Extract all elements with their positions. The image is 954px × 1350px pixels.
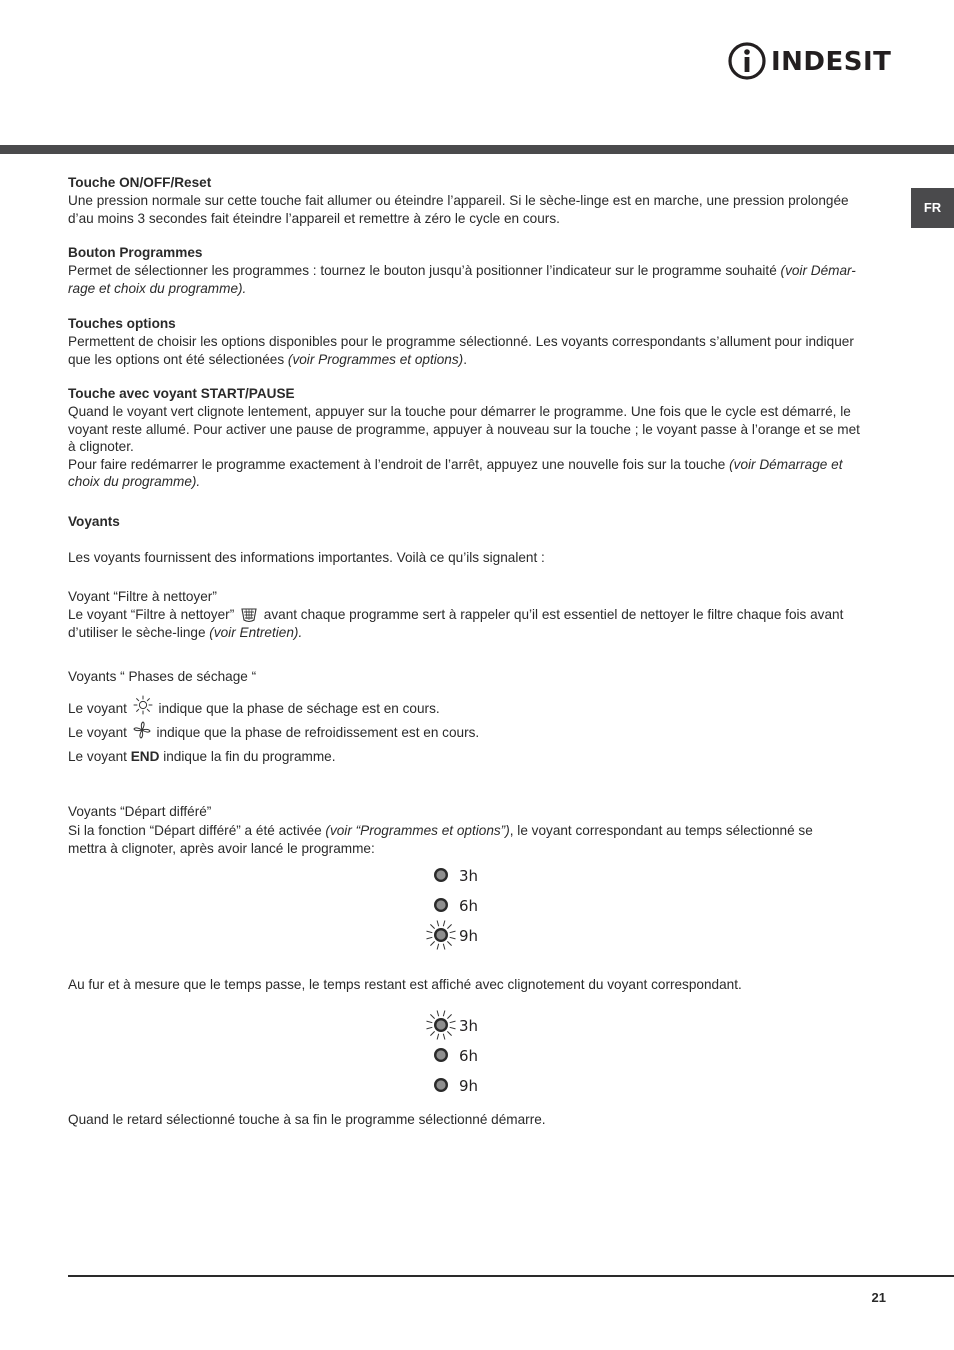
section-title: Bouton Programmes <box>68 245 203 260</box>
text: . <box>463 352 467 367</box>
text: Le voyant <box>68 725 127 740</box>
section-title: Touche avec voyant START/PAUSE <box>68 386 295 401</box>
drying-phase-line <box>68 695 440 718</box>
filter-icon <box>240 607 258 623</box>
paragraph-line <box>68 262 856 280</box>
led-label: 9h <box>459 927 479 946</box>
reference-text: choix du programme). <box>68 474 201 489</box>
paragraph-line <box>68 456 842 474</box>
text: Permet de sélectionner les programmes : tournez le bouton jusqu’à positionner l’indicateur sur le programme souhaité <box>68 263 781 278</box>
delay-end-text: Quand le retard sélectionné touche à sa fin le programme sélectionné démarre. <box>68 1112 546 1127</box>
reference-text: (voir Entretien). <box>209 625 303 640</box>
text: avant chaque programme sert à rappeler qu’il est essentiel de nettoyer le filtre chaque fois avant <box>263 607 844 622</box>
paragraph-line: à clignoter. <box>68 439 134 454</box>
end-indicator-label: END <box>130 749 160 764</box>
text: Pour faire redémarrer le programme exactement à l’endroit de l’arrêt, appuyez une nouvelle fois sur la touche <box>68 457 730 472</box>
brand-logo <box>726 40 890 82</box>
footer-rule <box>68 1275 954 1277</box>
language-tab: FR <box>911 188 954 228</box>
indesit-logo-icon <box>726 40 768 82</box>
paragraph-line: Permettent de choisir les options disponibles pour le programme sélectionné. Les voyants correspondants s’allument pour indiquer <box>68 334 854 349</box>
delay-progress-text: Au fur et à mesure que le temps passe, le temps restant est affiché avec clignotement du voyant correspondant. <box>68 977 742 992</box>
led-label: 9h <box>459 1077 479 1096</box>
led-row <box>420 1075 478 1099</box>
text: Si la fonction “Départ différé” a été activée <box>68 823 326 838</box>
paragraph-line <box>68 822 813 840</box>
section-title: Touche ON/OFF/Reset <box>68 175 212 190</box>
brand-name: INDESIT <box>771 47 892 77</box>
sun-icon <box>133 695 153 715</box>
reference-text: (voir “Programmes et options”) <box>325 823 510 838</box>
led-icon <box>420 858 462 892</box>
reference-text: (voir Programmes et options) <box>287 352 464 367</box>
led-icon <box>420 1038 462 1072</box>
led-row <box>420 1045 478 1069</box>
text: indique que la phase de séchage est en cours. <box>158 701 440 716</box>
led-icon <box>420 1008 462 1042</box>
paragraph-line: d’au moins 3 secondes fait éteindre l’appareil et remettre à zéro le cycle en cours. <box>68 211 560 226</box>
led-icon <box>420 918 462 952</box>
paragraph-line: voyant reste allumé. Pour activer une pause de programme, appuyer à nouveau sur la touche ; le voyant passe à l’orange et se met <box>68 422 860 437</box>
reference-text: (voir Démar- <box>780 263 856 278</box>
text: d’utiliser le sèche-linge <box>68 625 210 640</box>
paragraph-line <box>68 606 843 624</box>
fan-icon <box>133 721 151 739</box>
header-bar <box>0 145 954 154</box>
cooling-phase-line <box>68 721 479 742</box>
led-row <box>420 1015 478 1039</box>
text: Le voyant “Filtre à nettoyer” <box>68 607 235 622</box>
text: Le voyant <box>68 749 127 764</box>
section-title: Voyants “Départ différé” <box>68 804 212 819</box>
led-row <box>420 925 478 949</box>
text: Le voyant <box>68 701 127 716</box>
reference-text: (voir Démarrage et <box>729 457 843 472</box>
text: indique la fin du programme. <box>163 749 336 764</box>
led-label: 3h <box>459 1017 479 1036</box>
section-title: Voyants “ Phases de séchage “ <box>68 669 257 684</box>
led-icon <box>420 1068 462 1102</box>
led-label: 6h <box>459 897 479 916</box>
paragraph-line: mettra à clignoter, après avoir lancé le programme: <box>68 841 375 856</box>
led-row <box>420 865 478 889</box>
section-title: Voyants <box>68 514 120 529</box>
section-title: Voyant “Filtre à nettoyer” <box>68 589 217 604</box>
led-row <box>420 895 478 919</box>
paragraph-line: Une pression normale sur cette touche fait allumer ou éteindre l’appareil. Si le sèche-linge est en marche, une pression prolongée <box>68 193 849 208</box>
led-label: 3h <box>459 867 479 886</box>
text: , le voyant correspondant au temps sélectionné se <box>509 823 813 838</box>
paragraph-line <box>68 351 467 369</box>
paragraph-line <box>68 624 302 642</box>
reference-text: rage et choix du programme). <box>68 281 247 296</box>
page-number: 21 <box>871 1290 886 1305</box>
end-phase-line <box>68 748 336 766</box>
paragraph-line: Quand le voyant vert clignote lentement, appuyer sur la touche pour démarrer le programme. Une fois que le cycle est démarré, le <box>68 404 851 419</box>
text: que les options ont été sélectionées <box>68 352 288 367</box>
paragraph-line: Les voyants fournissent des informations importantes. Voilà ce qu’ils signalent : <box>68 550 545 565</box>
section-title: Touches options <box>68 316 176 331</box>
led-icon <box>420 888 462 922</box>
text: indique que la phase de refroidissement est en cours. <box>156 725 480 740</box>
led-label: 6h <box>459 1047 479 1066</box>
